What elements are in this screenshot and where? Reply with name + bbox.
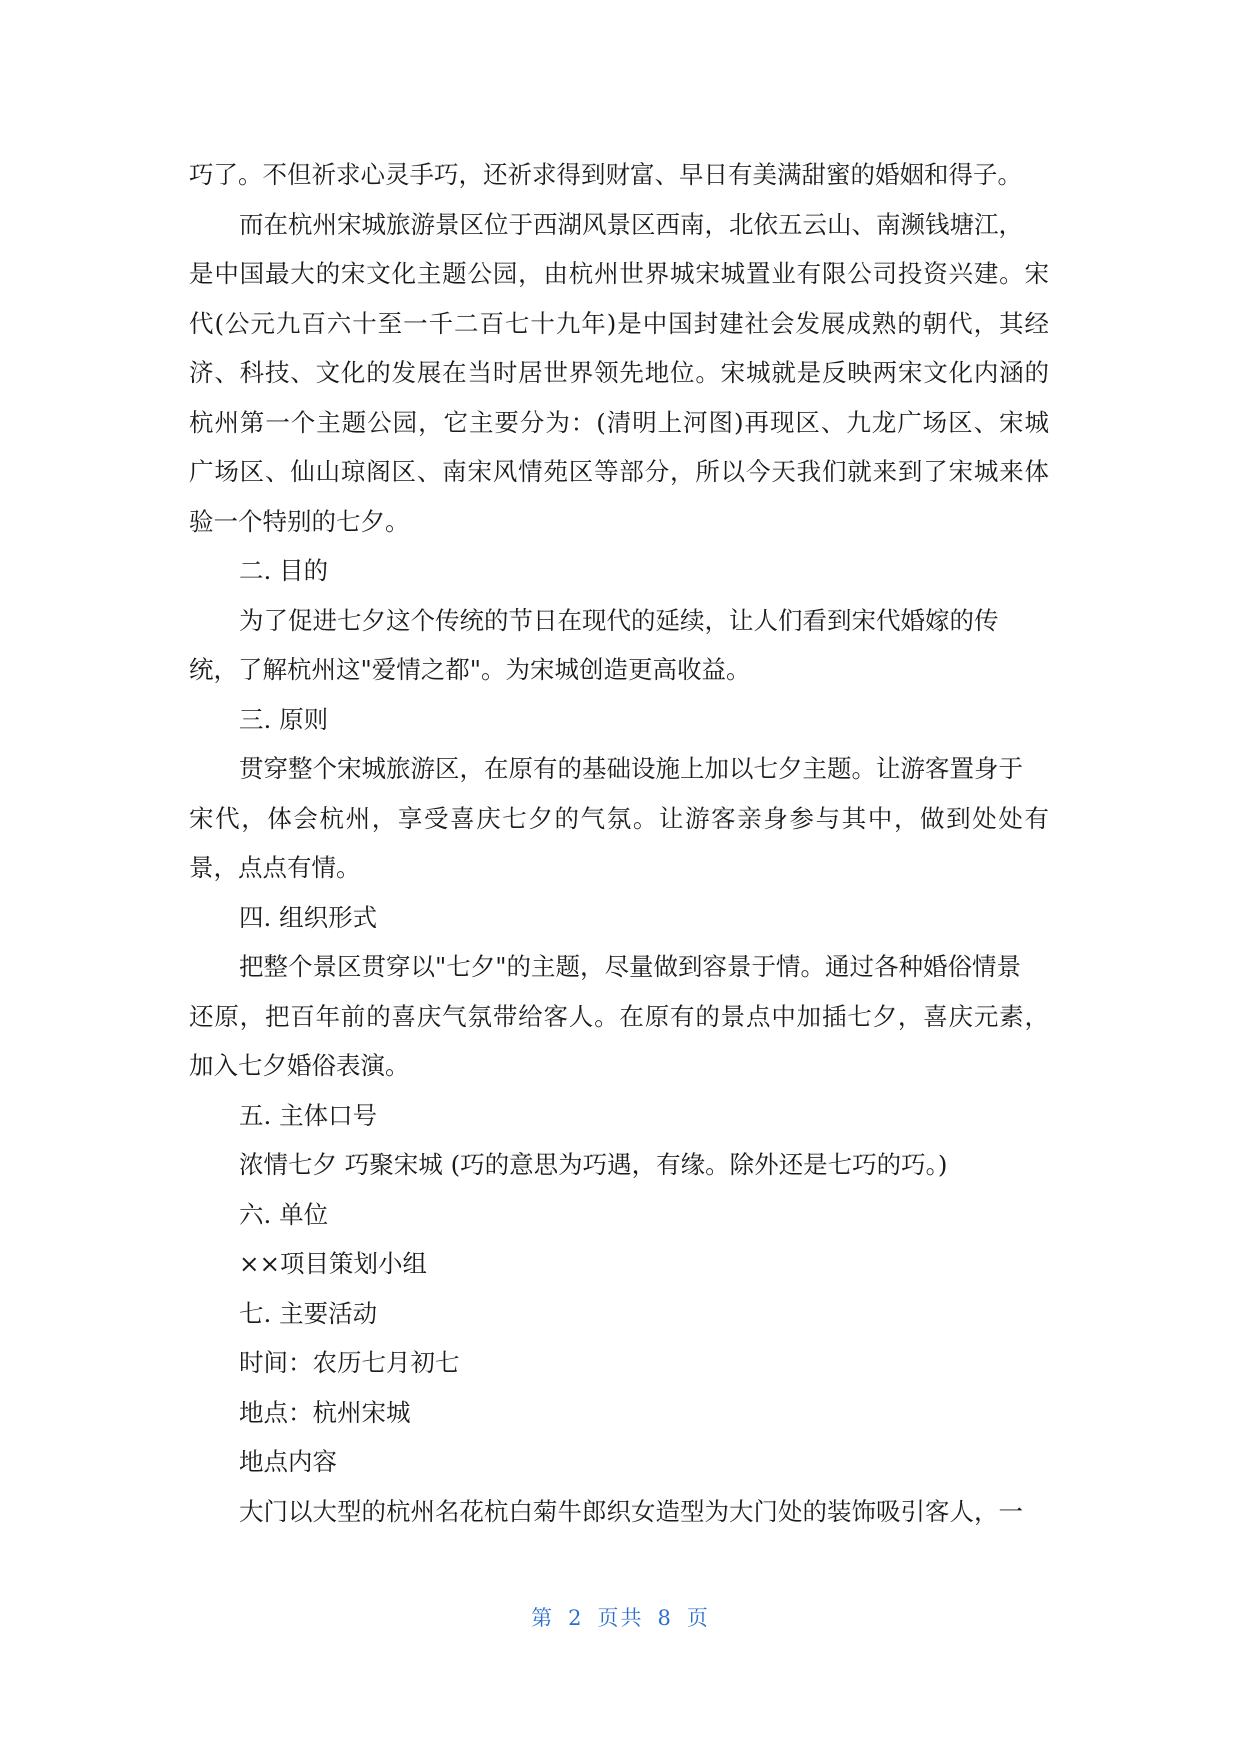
footer-page-number: 2 [568,1606,584,1630]
footer-total-pages: 8 [657,1606,673,1630]
text-line: 代(公元九百六十至一千二百七十九年)是中国封建社会发展成熟的朝代，其经 [189,308,1049,338]
section-heading: 二. 目的 [239,556,329,585]
text-line: 还原，把百年前的喜庆气氛带给客人。在原有的景点中加插七夕，喜庆元素， [189,1001,1049,1031]
section-heading: 四. 组织形式 [239,902,378,932]
footer-middle: 页共 [597,1606,644,1630]
section-heading: 五. 主体口号 [239,1100,378,1130]
page-footer [0,1602,1241,1632]
text-line: 大门以大型的杭州名花杭白菊牛郎织女造型为大门处的装饰吸引客人，一 [239,1496,1023,1526]
text-line: 景，点点有情。 [189,853,361,882]
text-line: 巧了。不但祈求心灵手巧，还祈求得到财富、早日有美满甜蜜的婚姻和得子。 [189,160,1022,189]
text-line: 加入七夕婚俗表演。 [189,1051,410,1080]
text-line: 宋代，体会杭州，享受喜庆七夕的气氛。让游客亲身参与其中，做到处处有 [189,803,1049,833]
text-line: 而在杭州宋城旅游景区位于西湖风景区西南，北依五云山、南濒钱塘江， [239,209,1023,239]
text-line: 贯穿整个宋城旅游区，在原有的基础设施上加以七夕主题。让游客置身于 [239,754,1023,783]
text-line: 地点内容 [239,1447,337,1476]
document-body [189,150,1049,1536]
section-heading: 七. 主要活动 [239,1298,378,1328]
text-line: ××项目策划小组 [239,1249,428,1278]
text-line: 时间：农历七月初七 [239,1348,460,1377]
slogan-line: 浓情七夕 巧聚宋城 (巧的意思为巧遇，有缘。除外还是七巧的巧。) [239,1150,948,1179]
text-line: 广场区、仙山琼阁区、南宋风情苑区等部分，所以今天我们就来到了宋城来体 [189,457,1049,486]
text-line: 济、科技、文化的发展在当时居世界领先地位。宋城就是反映两宋文化内涵的 [189,358,1049,387]
text-line: 统，了解杭州这"爱情之都"。为宋城创造更高收益。 [189,655,751,684]
footer-suffix: 页 [686,1606,710,1630]
text-line: 杭州第一个主题公园，它主要分为：(清明上河图)再现区、九龙广场区、宋城 [189,407,1049,437]
footer-prefix: 第 [531,1606,555,1630]
section-heading: 三. 原则 [239,704,329,734]
section-heading: 六. 单位 [239,1199,329,1229]
text-line: 地点：杭州宋城 [239,1397,411,1427]
text-line: 是中国最大的宋文化主题公园，由杭州世界城宋城置业有限公司投资兴建。宋 [189,259,1049,288]
text-line: 验一个特别的七夕。 [189,506,410,536]
text-line: 把整个景区贯穿以"七夕"的主题，尽量做到容景于情。通过各种婚俗情景 [239,952,1022,981]
text-line: 为了促进七夕这个传统的节日在现代的延续，让人们看到宋代婚嫁的传 [239,605,999,635]
